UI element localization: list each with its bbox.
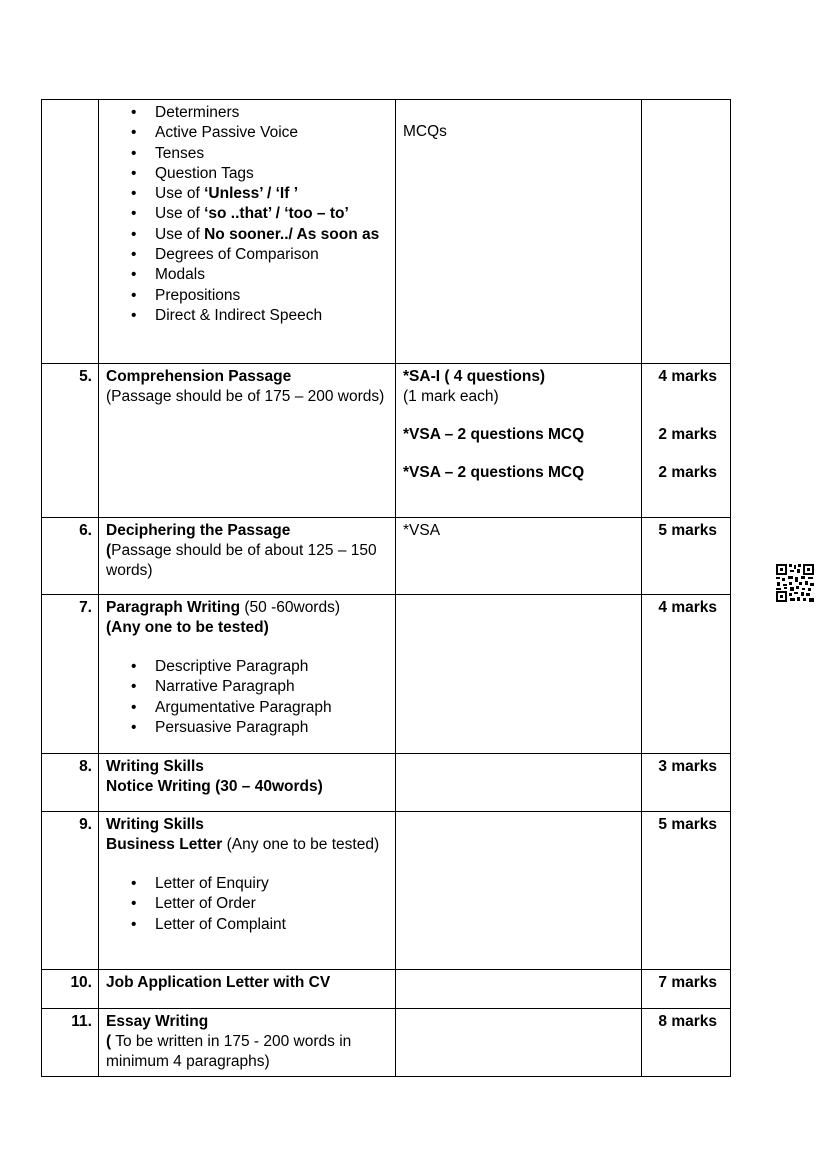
question-type: MCQs [403,123,447,140]
row-number: 5. [42,364,99,518]
topic-cell [99,100,396,364]
topic-subtitle: Notice Writing (30 – 40words) [106,778,323,795]
question-type: *VSA – 2 questions MCQ [403,426,585,443]
table-row [42,754,731,812]
paragraph-types-list [106,657,388,738]
topic-subtitle: Business Letter (Any one to be tested) [106,836,380,853]
topic-cell [99,812,396,970]
row-number: 6. [42,518,99,595]
topic-title: Paragraph Writing (50 -60words) [106,599,341,616]
marks-cell: 5 marks [642,812,731,970]
list-item: • Narrative Paragraph [155,677,388,697]
topic-title: Comprehension Passage [106,368,292,385]
list-item: • Question Tags [155,164,388,184]
topic-cell [99,1009,396,1077]
topic-title: Essay Writing [106,1013,209,1030]
topic-cell [99,518,396,595]
list-item: • Letter of Order [155,894,388,914]
list-item: • Argumentative Paragraph [155,698,388,718]
topic-note: (Passage should be of 175 – 200 words) [106,388,385,405]
question-type-cell [396,812,642,970]
list-item: • Use of No sooner../ As soon as [155,225,388,245]
topic-cell [99,595,396,754]
letter-types-list [106,874,388,935]
row-number: 8. [42,754,99,812]
list-item: • Descriptive Paragraph [155,657,388,677]
row-number: 7. [42,595,99,754]
list-item: • Modals [155,265,388,285]
table-row [42,1009,731,1077]
row-number [42,100,99,364]
qr-code-icon [775,563,815,603]
list-item: • Tenses [155,144,388,164]
question-type: *VSA – 2 questions MCQ [403,464,585,481]
topic-title: Deciphering the Passage [106,522,291,539]
topic-title: Writing Skills [106,758,204,775]
list-item: • Prepositions [155,286,388,306]
question-type-cell [396,595,642,754]
list-item: • Letter of Enquiry [155,874,388,894]
question-type: *VSA [396,518,642,595]
marks-cell: 5 marks [642,518,731,595]
table-row [42,812,731,970]
grammar-topics-list [106,103,388,326]
table-row [42,595,731,754]
marks-cell: 7 marks [642,970,731,1009]
list-item: • Degrees of Comparison [155,245,388,265]
marks-cell [642,100,731,364]
marks-cell: 4 marks [642,595,731,754]
topic-subtitle: (Any one to be tested) [106,619,269,636]
question-type-cell [396,1009,642,1077]
marks-cell: 3 marks [642,754,731,812]
topic-note: (Passage should be of about 125 – 150 words) [106,542,377,579]
question-type-cell [396,100,642,364]
question-type: *SA-I ( 4 questions) [403,368,546,385]
question-type-cell [396,970,642,1009]
marks-value: 2 marks [658,426,717,443]
list-item: • Letter of Complaint [155,915,388,935]
question-type-note: (1 mark each) [403,388,499,405]
table-row [42,100,731,364]
row-number: 10. [42,970,99,1009]
topic-title: Job Application Letter with CV [99,970,396,1009]
marks-value: 4 marks [658,368,717,385]
question-type-cell [396,364,642,518]
marks-value: 2 marks [658,464,717,481]
list-item: • Use of ‘Unless’ / ‘If ’ [155,184,388,204]
list-item: • Persuasive Paragraph [155,718,388,738]
topic-cell [99,364,396,518]
topic-title: Writing Skills [106,816,204,833]
topic-cell [99,754,396,812]
marks-cell: 8 marks [642,1009,731,1077]
list-item: • Determiners [155,103,388,123]
table-row [42,518,731,595]
list-item: • Active Passive Voice [155,123,388,143]
marks-cell [642,364,731,518]
question-type-cell [396,754,642,812]
row-number: 11. [42,1009,99,1077]
topic-note: ( To be written in 175 - 200 words in minimum 4 paragraphs) [106,1033,352,1070]
row-number: 9. [42,812,99,970]
list-item: • Use of ‘so ..that’ / ‘too – to’ [155,204,388,224]
syllabus-table [41,99,731,1077]
table-row [42,364,731,518]
list-item: • Direct & Indirect Speech [155,306,388,326]
table-row [42,970,731,1009]
